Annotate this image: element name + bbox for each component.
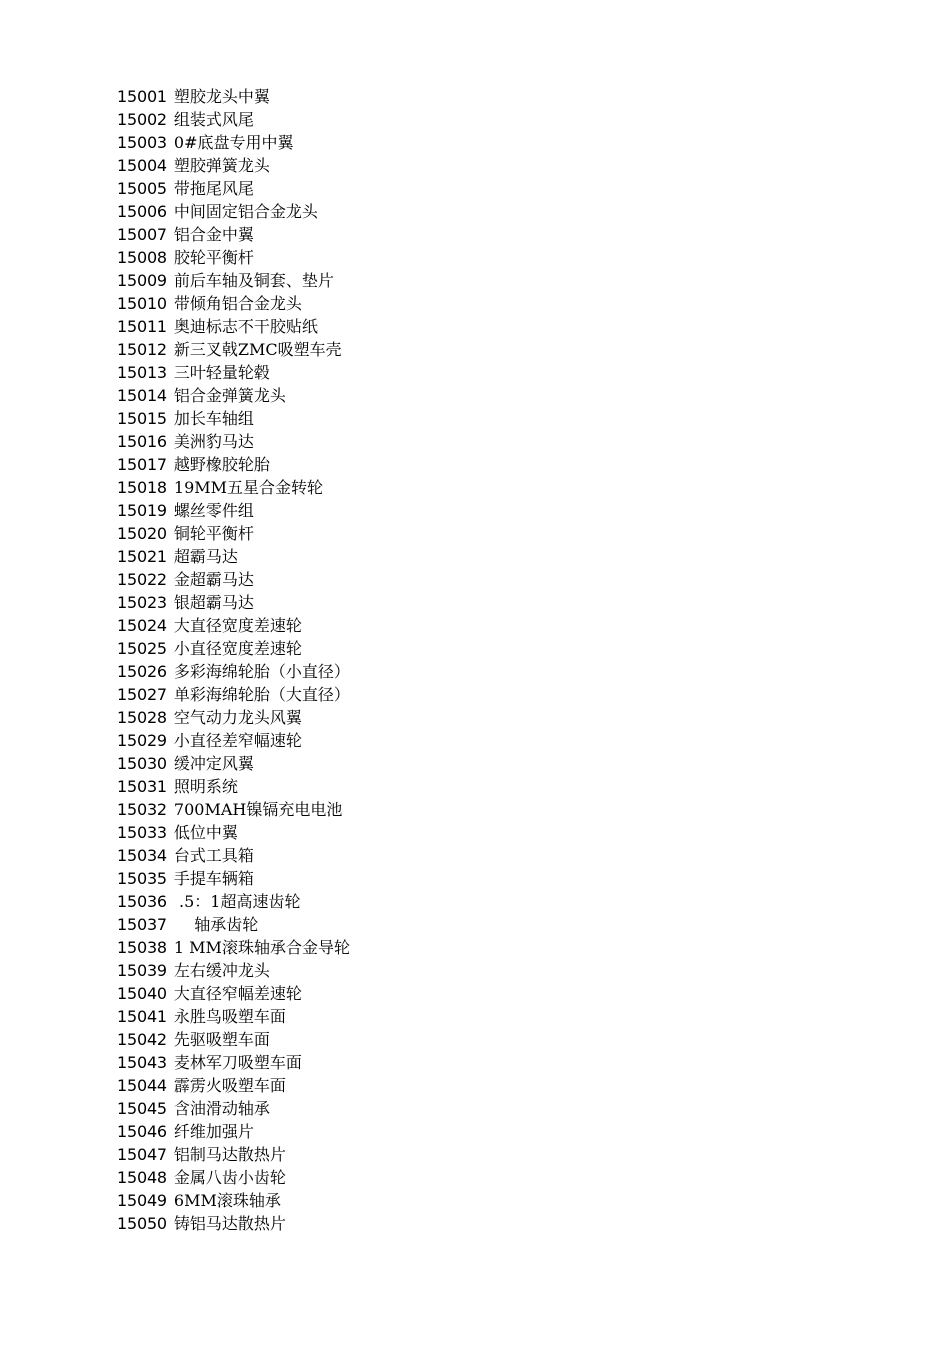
part-code: 15002 [117,110,167,129]
part-code: 15007 [117,225,167,244]
part-name: 铸铝马达散热片 [173,1214,286,1233]
list-item [117,269,350,292]
part-name: 前后车轴及铜套、垫片 [173,271,334,290]
part-name: 19MM五星合金转轮 [173,478,324,497]
part-code: 15012 [117,340,167,359]
list-item [117,867,350,890]
list-item [117,1120,350,1143]
list-item [117,108,350,131]
part-code: 15034 [117,846,167,865]
list-item [117,959,350,982]
part-code: 15035 [117,869,167,888]
part-code: 15047 [117,1145,167,1164]
part-name: 麦林军刀吸塑车面 [173,1053,302,1072]
part-code: 15005 [117,179,167,198]
list-item [117,154,350,177]
part-code: 15024 [117,616,167,635]
part-name: .5：1超高速齿轮 [173,892,301,911]
part-code: 15049 [117,1191,167,1210]
part-name: 永胜鸟吸塑车面 [173,1007,286,1026]
part-code: 15043 [117,1053,167,1072]
list-item [117,798,350,821]
list-item [117,1051,350,1074]
part-code: 15025 [117,639,167,658]
part-name: 金超霸马达 [173,570,254,589]
list-item [117,890,350,913]
part-code: 15004 [117,156,167,175]
part-code: 15044 [117,1076,167,1095]
list-item [117,430,350,453]
list-item [117,568,350,591]
part-code: 15016 [117,432,167,451]
part-code: 15017 [117,455,167,474]
part-name: 美洲豹马达 [173,432,254,451]
list-item [117,315,350,338]
part-list [117,85,350,1235]
part-code: 15045 [117,1099,167,1118]
part-code: 15009 [117,271,167,290]
list-item [117,752,350,775]
part-name: 小直径宽度差速轮 [173,639,302,658]
list-item [117,131,350,154]
part-name: 单彩海绵轮胎（大直径） [173,685,350,704]
part-code: 15041 [117,1007,167,1026]
part-name: 多彩海绵轮胎（小直径） [173,662,350,681]
part-name: 铝合金中翼 [173,225,254,244]
part-code: 15046 [117,1122,167,1141]
part-code: 15032 [117,800,167,819]
list-item [117,982,350,1005]
part-name: 铝制马达散热片 [173,1145,286,1164]
part-code: 15006 [117,202,167,221]
list-item [117,246,350,269]
list-item [117,453,350,476]
part-code: 15013 [117,363,167,382]
part-code: 15050 [117,1214,167,1233]
list-item [117,499,350,522]
part-code: 15020 [117,524,167,543]
list-item [117,683,350,706]
list-item [117,660,350,683]
part-name: 铜轮平衡杆 [173,524,254,543]
part-code: 15011 [117,317,167,336]
list-item [117,614,350,637]
part-code: 15037 [117,915,167,934]
part-name: 越野橡胶轮胎 [173,455,270,474]
part-name: 轴承齿轮 [173,915,259,934]
list-item [117,361,350,384]
part-name: 霹雳火吸塑车面 [173,1076,286,1095]
list-item [117,545,350,568]
list-item [117,591,350,614]
part-name: 低位中翼 [173,823,238,842]
part-name: 加长车轴组 [173,409,254,428]
part-name: 银超霸马达 [173,593,254,612]
list-item [117,292,350,315]
part-code: 15042 [117,1030,167,1049]
part-code: 15003 [117,133,167,152]
list-item [117,200,350,223]
part-code: 15027 [117,685,167,704]
part-code: 15028 [117,708,167,727]
list-item [117,1212,350,1235]
list-item [117,1028,350,1051]
part-code: 15038 [117,938,167,957]
part-name: 左右缓冲龙头 [173,961,270,980]
part-code: 15010 [117,294,167,313]
list-item [117,1166,350,1189]
part-name: 塑胶弹簧龙头 [173,156,270,175]
list-item [117,1143,350,1166]
part-name: 先驱吸塑车面 [173,1030,270,1049]
part-code: 15029 [117,731,167,750]
part-code: 15026 [117,662,167,681]
list-item [117,1005,350,1028]
part-code: 15015 [117,409,167,428]
part-name: 空气动力龙头风翼 [173,708,302,727]
list-item [117,1074,350,1097]
list-item [117,775,350,798]
list-item [117,913,350,936]
part-name: 超霸马达 [173,547,238,566]
part-code: 15039 [117,961,167,980]
part-name: 缓冲定风翼 [173,754,254,773]
part-name: 三叶轻量轮毂 [173,363,270,382]
part-code: 15014 [117,386,167,405]
part-code: 15001 [117,87,167,106]
part-code: 15033 [117,823,167,842]
part-name: 新三叉戟ZMC吸塑车壳 [173,340,342,359]
part-name: 含油滑动轴承 [173,1099,270,1118]
part-code: 15036 [117,892,167,911]
list-item [117,1189,350,1212]
part-name: 带拖尾风尾 [173,179,254,198]
list-item [117,407,350,430]
list-item [117,729,350,752]
part-name: 螺丝零件组 [173,501,254,520]
list-item [117,476,350,499]
part-name: 照明系统 [173,777,238,796]
part-name: 铝合金弹簧龙头 [173,386,286,405]
list-item [117,1097,350,1120]
part-code: 15031 [117,777,167,796]
part-code: 15021 [117,547,167,566]
part-name: 带倾角铝合金龙头 [173,294,302,313]
list-item [117,85,350,108]
part-code: 15030 [117,754,167,773]
list-item [117,177,350,200]
list-item [117,706,350,729]
part-name: 中间固定铝合金龙头 [173,202,318,221]
part-name: 6MM滚珠轴承 [173,1191,281,1210]
part-name: 组装式风尾 [173,110,254,129]
part-code: 15019 [117,501,167,520]
part-code: 15023 [117,593,167,612]
part-name: 胶轮平衡杆 [173,248,254,267]
part-name: 0#底盘专用中翼 [173,133,294,152]
part-code: 15008 [117,248,167,267]
part-code: 15040 [117,984,167,1003]
part-name: 纤维加强片 [173,1122,254,1141]
part-name: 台式工具箱 [173,846,254,865]
part-name: 塑胶龙头中翼 [173,87,270,106]
part-name: 手提车辆箱 [173,869,254,888]
part-code: 15022 [117,570,167,589]
part-name: 奥迪标志不干胶贴纸 [173,317,318,336]
list-item [117,844,350,867]
list-item [117,338,350,361]
list-item [117,223,350,246]
part-code: 15018 [117,478,167,497]
list-item [117,637,350,660]
part-name: 1 MM滚珠轴承合金导轮 [173,938,350,957]
part-name: 大直径宽度差速轮 [173,616,302,635]
part-name: 700MAH镍镉充电电池 [173,800,343,819]
list-item [117,936,350,959]
part-code: 15048 [117,1168,167,1187]
part-name: 小直径差窄幅速轮 [173,731,302,750]
list-item [117,522,350,545]
part-name: 大直径窄幅差速轮 [173,984,302,1003]
list-item [117,384,350,407]
part-name: 金属八齿小齿轮 [173,1168,286,1187]
list-item [117,821,350,844]
